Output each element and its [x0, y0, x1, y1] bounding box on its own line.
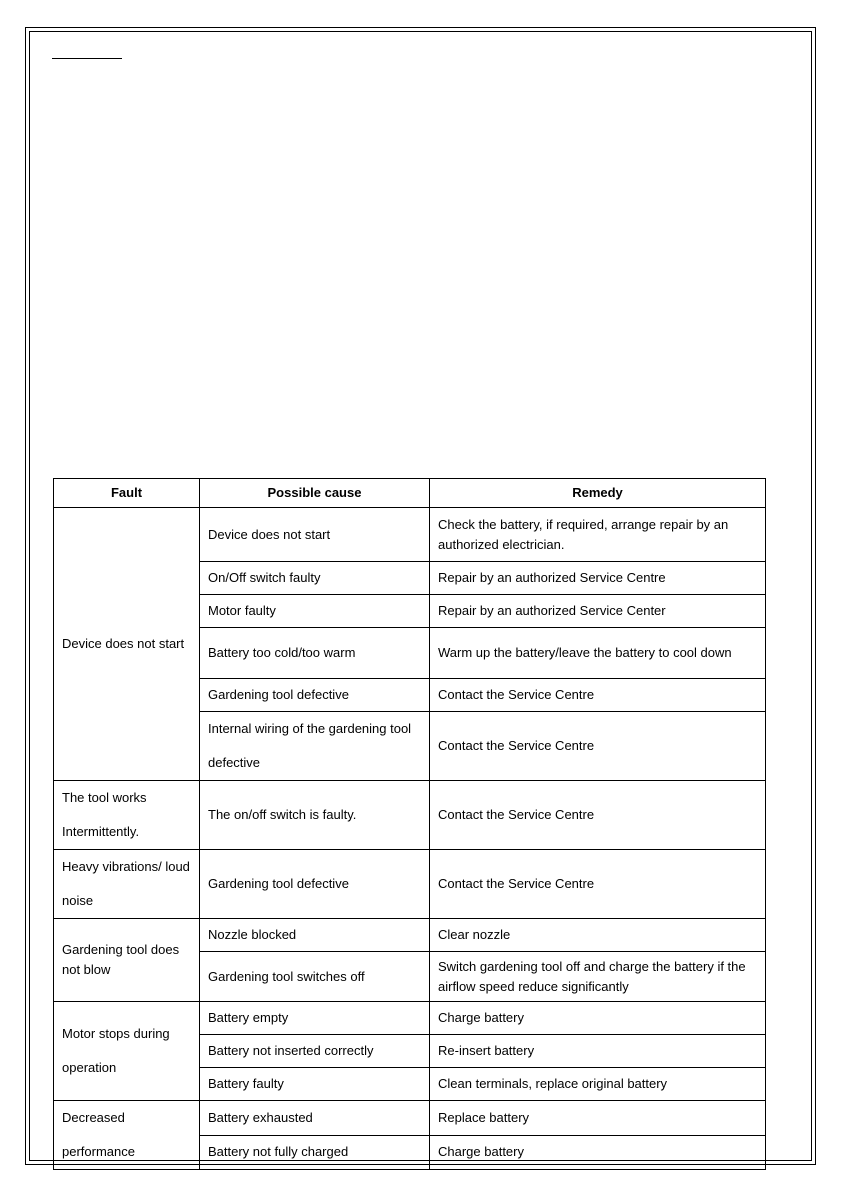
heading-underline [52, 58, 122, 59]
cause-cell: The on/off switch is faulty. [200, 781, 430, 850]
remedy-cell: Switch gardening tool off and charge the battery if the airflow speed reduce significantly [430, 952, 766, 1002]
remedy-cell: Clear nozzle [430, 919, 766, 952]
remedy-cell: Repair by an authorized Service Centre [430, 562, 766, 595]
fault-cell: Decreased performance [54, 1101, 200, 1170]
fault-cell: Device does not start [54, 508, 200, 781]
fault-cell: Motor stops during operation [54, 1002, 200, 1101]
table-row [54, 508, 766, 562]
header-fault: Fault [54, 479, 200, 508]
table-row [54, 850, 766, 919]
fault-cell: The tool works Intermittently. [54, 781, 200, 850]
cause-cell: Battery faulty [200, 1068, 430, 1101]
cause-cell: Battery not inserted correctly [200, 1035, 430, 1068]
header-remedy: Remedy [430, 479, 766, 508]
remedy-cell: Check the battery, if required, arrange repair by an authorized electrician. [430, 508, 766, 562]
cause-cell: Nozzle blocked [200, 919, 430, 952]
remedy-cell: Repair by an authorized Service Center [430, 595, 766, 628]
cause-cell: Gardening tool defective [200, 850, 430, 919]
remedy-cell: Contact the Service Centre [430, 781, 766, 850]
table-row [54, 919, 766, 952]
cause-cell: Battery exhausted [200, 1101, 430, 1136]
cause-cell: Battery empty [200, 1002, 430, 1035]
fault-cell: Gardening tool does not blow [54, 919, 200, 1002]
remedy-cell: Clean terminals, replace original battery [430, 1068, 766, 1101]
troubleshooting-table [53, 478, 766, 1170]
fault-cell: Heavy vibrations/ loud noise [54, 850, 200, 919]
remedy-cell: Contact the Service Centre [430, 712, 766, 781]
cause-cell: Gardening tool switches off [200, 952, 430, 1002]
header-possible-cause: Possible cause [200, 479, 430, 508]
table-row [54, 1002, 766, 1035]
remedy-cell: Charge battery [430, 1002, 766, 1035]
cause-cell: Internal wiring of the gardening tool defective [200, 712, 430, 781]
cause-cell: Device does not start [200, 508, 430, 562]
remedy-cell: Re-insert battery [430, 1035, 766, 1068]
remedy-cell: Charge battery [430, 1135, 766, 1170]
cause-cell: Battery not fully charged [200, 1135, 430, 1170]
cause-cell: Motor faulty [200, 595, 430, 628]
remedy-cell: Warm up the battery/leave the battery to cool down [430, 628, 766, 679]
table-header-row [54, 479, 766, 508]
remedy-cell: Contact the Service Centre [430, 850, 766, 919]
cause-cell: Gardening tool defective [200, 679, 430, 712]
remedy-cell: Contact the Service Centre [430, 679, 766, 712]
cause-cell: On/Off switch faulty [200, 562, 430, 595]
table-row [54, 1101, 766, 1136]
remedy-cell: Replace battery [430, 1101, 766, 1136]
table-row [54, 781, 766, 850]
cause-cell: Battery too cold/too warm [200, 628, 430, 679]
